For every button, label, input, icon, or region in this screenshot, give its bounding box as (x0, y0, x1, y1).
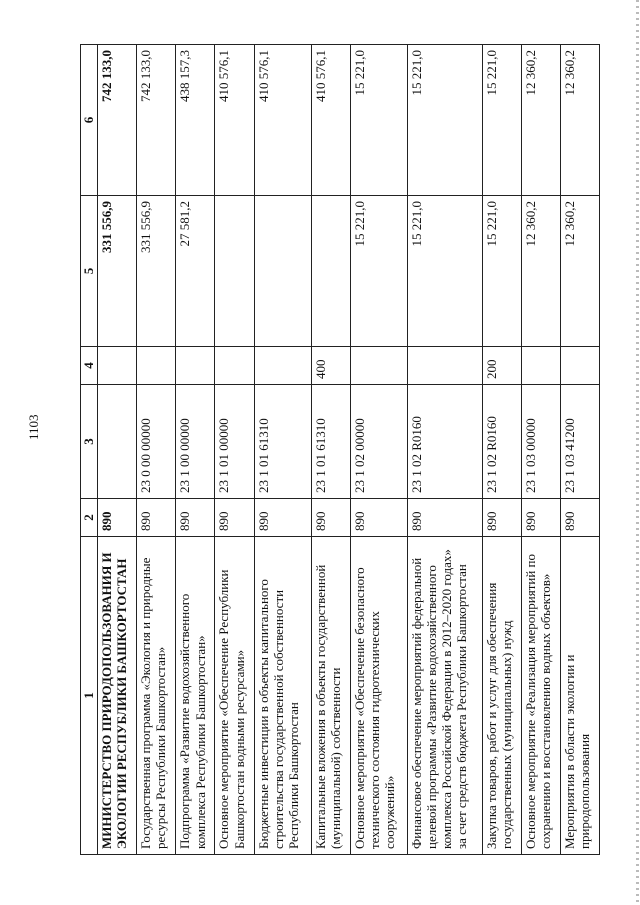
table-row (176, 45, 215, 855)
table-row (482, 45, 521, 855)
table-row (254, 45, 311, 855)
amount-col6-cell: 15 221,0 (482, 45, 521, 196)
expense-type-cell (350, 347, 407, 385)
expense-type-cell (560, 347, 599, 385)
budget-table-rotated (80, 45, 600, 855)
amount-col5-cell (311, 196, 350, 347)
table-row (137, 45, 176, 855)
expense-type-cell: 400 (311, 347, 350, 385)
target-article-cell: 23 1 00 00000 (176, 385, 215, 499)
row-name-cell: Закупка товаров, работ и услуг для обеспечения государственных (муниципальных) нужд (482, 537, 521, 855)
column-header: 1 (81, 537, 98, 855)
amount-col5-cell: 12 360,2 (560, 196, 599, 347)
ministry-code-cell: 890 (98, 499, 137, 537)
amount-col5-cell: 331 556,9 (137, 196, 176, 347)
target-article-cell: 23 1 01 00000 (215, 385, 254, 499)
amount-col5-cell (215, 196, 254, 347)
target-article-cell (98, 385, 137, 499)
expense-type-cell (407, 347, 482, 385)
table-body (98, 45, 600, 855)
column-header: 6 (81, 45, 98, 196)
table-row (311, 45, 350, 855)
ministry-code-cell: 890 (215, 499, 254, 537)
expense-type-cell (137, 347, 176, 385)
column-header: 5 (81, 196, 98, 347)
amount-col6-cell: 15 221,0 (350, 45, 407, 196)
row-name-cell: Основное мероприятие «Обеспечение Республики Башкортостан водными ресурсами» (215, 537, 254, 855)
amount-col5-cell: 27 581,2 (176, 196, 215, 347)
expense-type-cell (521, 347, 560, 385)
row-name-cell: Мероприятия в области экологии и природопользования (560, 537, 599, 855)
scan-edge (636, 0, 639, 905)
amount-col5-cell (254, 196, 311, 347)
row-name-cell: МИНИСТЕРСТВО ПРИРОДОПОЛЬЗОВАНИЯ И ЭКОЛОГИИ РЕСПУБЛИКИ БАШКОРТОСТАН (98, 537, 137, 855)
expense-type-cell (215, 347, 254, 385)
table-row (98, 45, 137, 855)
table-row (350, 45, 407, 855)
amount-col6-cell: 410 576,1 (254, 45, 311, 196)
target-article-cell: 23 0 00 00000 (137, 385, 176, 499)
row-name-cell: Капитальные вложения в объекты государственной (муниципальной) собственности (311, 537, 350, 855)
ministry-code-cell: 890 (254, 499, 311, 537)
ministry-code-cell: 890 (350, 499, 407, 537)
column-header: 3 (81, 385, 98, 499)
amount-col5-cell: 15 221,0 (482, 196, 521, 347)
table-row (560, 45, 599, 855)
amount-col6-cell: 410 576,1 (311, 45, 350, 196)
amount-col5-cell: 12 360,2 (521, 196, 560, 347)
amount-col5-cell: 15 221,0 (407, 196, 482, 347)
amount-col6-cell: 12 360,2 (560, 45, 599, 196)
target-article-cell: 23 1 03 00000 (521, 385, 560, 499)
target-article-cell: 23 1 01 61310 (254, 385, 311, 499)
expense-type-cell: 200 (482, 347, 521, 385)
row-name-cell: Финансовое обеспечение мероприятий федеральной целевой программы «Развитие водохозяйственного комплекса Российской Федерации в 2012–2020 годах» за счет средств бюджета Республики Башкортостан (407, 537, 482, 855)
page-number: 1103 (26, 414, 41, 440)
amount-col6-cell: 742 133,0 (98, 45, 137, 196)
column-header: 4 (81, 347, 98, 385)
target-article-cell: 23 1 03 41200 (560, 385, 599, 499)
amount-col5-cell: 15 221,0 (350, 196, 407, 347)
ministry-code-cell: 890 (176, 499, 215, 537)
ministry-code-cell: 890 (482, 499, 521, 537)
expense-type-cell (254, 347, 311, 385)
ministry-code-cell: 890 (521, 499, 560, 537)
amount-col6-cell: 12 360,2 (521, 45, 560, 196)
table-row (407, 45, 482, 855)
target-article-cell: 23 1 01 61310 (311, 385, 350, 499)
amount-col6-cell: 410 576,1 (215, 45, 254, 196)
ministry-code-cell: 890 (407, 499, 482, 537)
table-header-row (81, 45, 98, 855)
column-header: 2 (81, 499, 98, 537)
row-name-cell: Государственная программа «Экология и природные ресурсы Республики Башкортостан» (137, 537, 176, 855)
row-name-cell: Основное мероприятие «Реализация мероприятий по сохранению и восстановлению водных объектов» (521, 537, 560, 855)
amount-col6-cell: 15 221,0 (407, 45, 482, 196)
target-article-cell: 23 1 02 00000 (350, 385, 407, 499)
target-article-cell: 23 1 02 R0160 (482, 385, 521, 499)
ministry-code-cell: 890 (311, 499, 350, 537)
ministry-code-cell: 890 (137, 499, 176, 537)
expense-type-cell (176, 347, 215, 385)
table-row (215, 45, 254, 855)
row-name-cell: Основное мероприятие «Обеспечение безопасного технического состояния гидротехнических сооружений» (350, 537, 407, 855)
amount-col5-cell: 331 556,9 (98, 196, 137, 347)
row-name-cell: Бюджетные инвестиции в объекты капитального строительства государственной собственности Республики Башкортостан (254, 537, 311, 855)
expense-type-cell (98, 347, 137, 385)
row-name-cell: Подпрограмма «Развитие водохозяйственного комплекса Республики Башкортостан» (176, 537, 215, 855)
amount-col6-cell: 742 133,0 (137, 45, 176, 196)
amount-col6-cell: 438 157,3 (176, 45, 215, 196)
target-article-cell: 23 1 02 R0160 (407, 385, 482, 499)
table-row (521, 45, 560, 855)
ministry-code-cell: 890 (560, 499, 599, 537)
budget-table (80, 44, 600, 855)
